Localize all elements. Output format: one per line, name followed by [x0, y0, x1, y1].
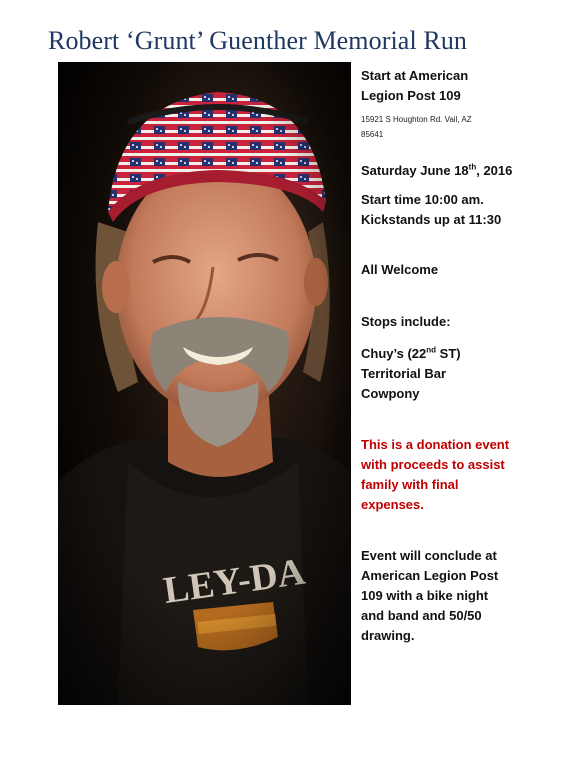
welcome-note: All Welcome	[361, 262, 439, 277]
conclusion-note: Event will conclude at American Legion Post 109 with a bike night and band and 50/50 drawing.	[361, 548, 499, 643]
donation-notice: This is a donation event with proceeds to assist family with final expenses.	[361, 437, 510, 512]
page-title: Robert ‘Grunt’ Guenther Memorial Run	[48, 26, 468, 55]
event-times: Start time 10:00 am. Kickstands up at 11:30	[361, 192, 502, 227]
stop-item: Chuy’s (22nd ST)	[361, 345, 461, 361]
memorial-photo	[58, 62, 351, 705]
stops-heading: Stops include:	[361, 314, 451, 329]
event-details	[361, 66, 566, 646]
start-location: Start at American Legion Post 109	[361, 68, 469, 103]
stops-list	[361, 344, 566, 404]
venue-address: 15921 S Houghton Rd. Vail, AZ 85641	[361, 115, 472, 139]
portrait-illustration	[58, 62, 351, 705]
stop-item: Territorial Bar	[361, 366, 447, 381]
stop-item: Cowpony	[361, 386, 420, 401]
event-date: Saturday June 18th, 2016	[361, 162, 513, 178]
